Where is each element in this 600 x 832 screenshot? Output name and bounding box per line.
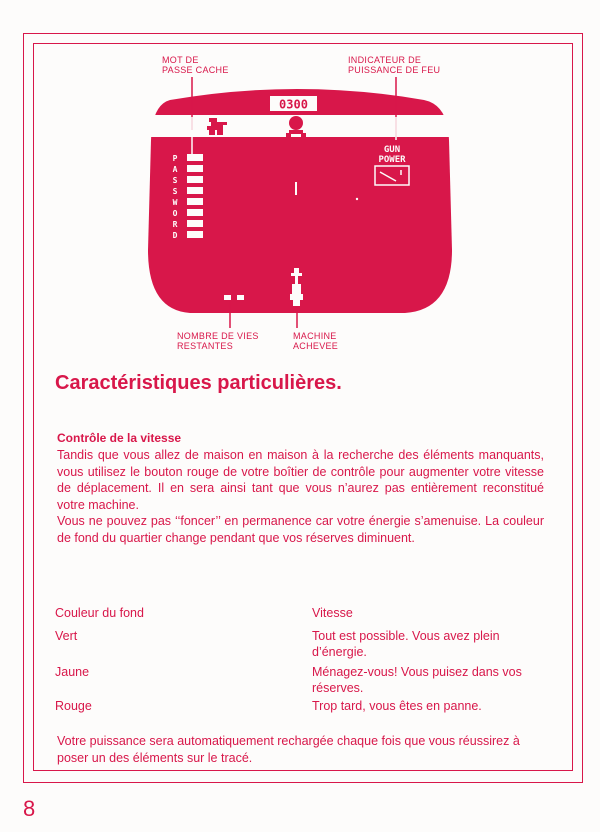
password-letter: P: [172, 154, 178, 163]
password-letter: A: [172, 165, 178, 174]
header-speed: Vitesse: [312, 606, 353, 620]
password-letter: D: [172, 231, 178, 240]
power-label: POWER: [378, 155, 406, 165]
callout-lives: NOMBRE DE VIES RESTANTES: [177, 331, 259, 351]
row-speed: Ménagez-vous! Vous puisez dans vos réserves.: [312, 665, 522, 695]
password-slot: [187, 187, 203, 194]
row-speed: Trop tard, vous êtes en panne.: [312, 699, 482, 713]
game-screen-illustration: [0, 0, 600, 340]
paragraph-energy: Vous ne pouvez pas ‘‘foncer’’ en permanence car votre énergie s’amenuise. La couleur de fond du quartier change pendant que vos réserves diminuent.: [57, 514, 544, 545]
password-letter: O: [172, 209, 178, 218]
password-slot: [187, 154, 203, 161]
gun-label: GUN: [383, 145, 401, 155]
callout-power: INDICATEUR DE PUISSANCE DE FEU: [348, 55, 441, 75]
life-marker-1: [224, 295, 231, 300]
page-number: 8: [23, 796, 36, 821]
password-slot: [187, 231, 203, 238]
score-display: 0300: [279, 97, 308, 112]
password-letter: S: [172, 176, 178, 185]
row-speed: Tout est possible. Vous avez plein d’énergie.: [312, 629, 500, 659]
password-slot: [187, 165, 203, 172]
projectile-dot: [356, 198, 358, 200]
password-slot: [187, 220, 203, 227]
password-letter: S: [172, 187, 178, 196]
row-color: Vert: [55, 629, 78, 643]
section-subtitle: Contrôle de la vitesse: [57, 431, 182, 445]
row-color: Jaune: [55, 665, 90, 679]
password-slot: [187, 198, 203, 205]
paragraph-speed-intro: Tandis que vous allez de maison en maison à la recherche des éléments manquants, vous utilisez le bouton rouge de votre boîtier de contrôle pour augmenter votre vitesse de déplacement. Il en sera ainsi tant que vous n’aurez pas entièrement reconstitué votre machine.: [57, 448, 544, 512]
row-color: Rouge: [55, 699, 92, 713]
header-background-color: Couleur du fond: [55, 606, 144, 620]
callout-machine: MACHINE ACHEVEE: [293, 331, 339, 351]
password-slot: [187, 209, 203, 216]
footer-text: Votre puissance sera automatiquement rechargée chaque fois que vous réussirez à poser un des éléments sur le tracé.: [57, 734, 520, 765]
section-title: Caractéristiques particulières.: [55, 372, 342, 394]
password-letter: W: [172, 198, 178, 207]
password-slot: [187, 176, 203, 183]
password-letter: R: [172, 220, 178, 229]
bullet: [295, 182, 297, 195]
callout-password: MOT DE PASSE CACHE: [162, 55, 229, 75]
life-marker-2: [237, 295, 244, 300]
